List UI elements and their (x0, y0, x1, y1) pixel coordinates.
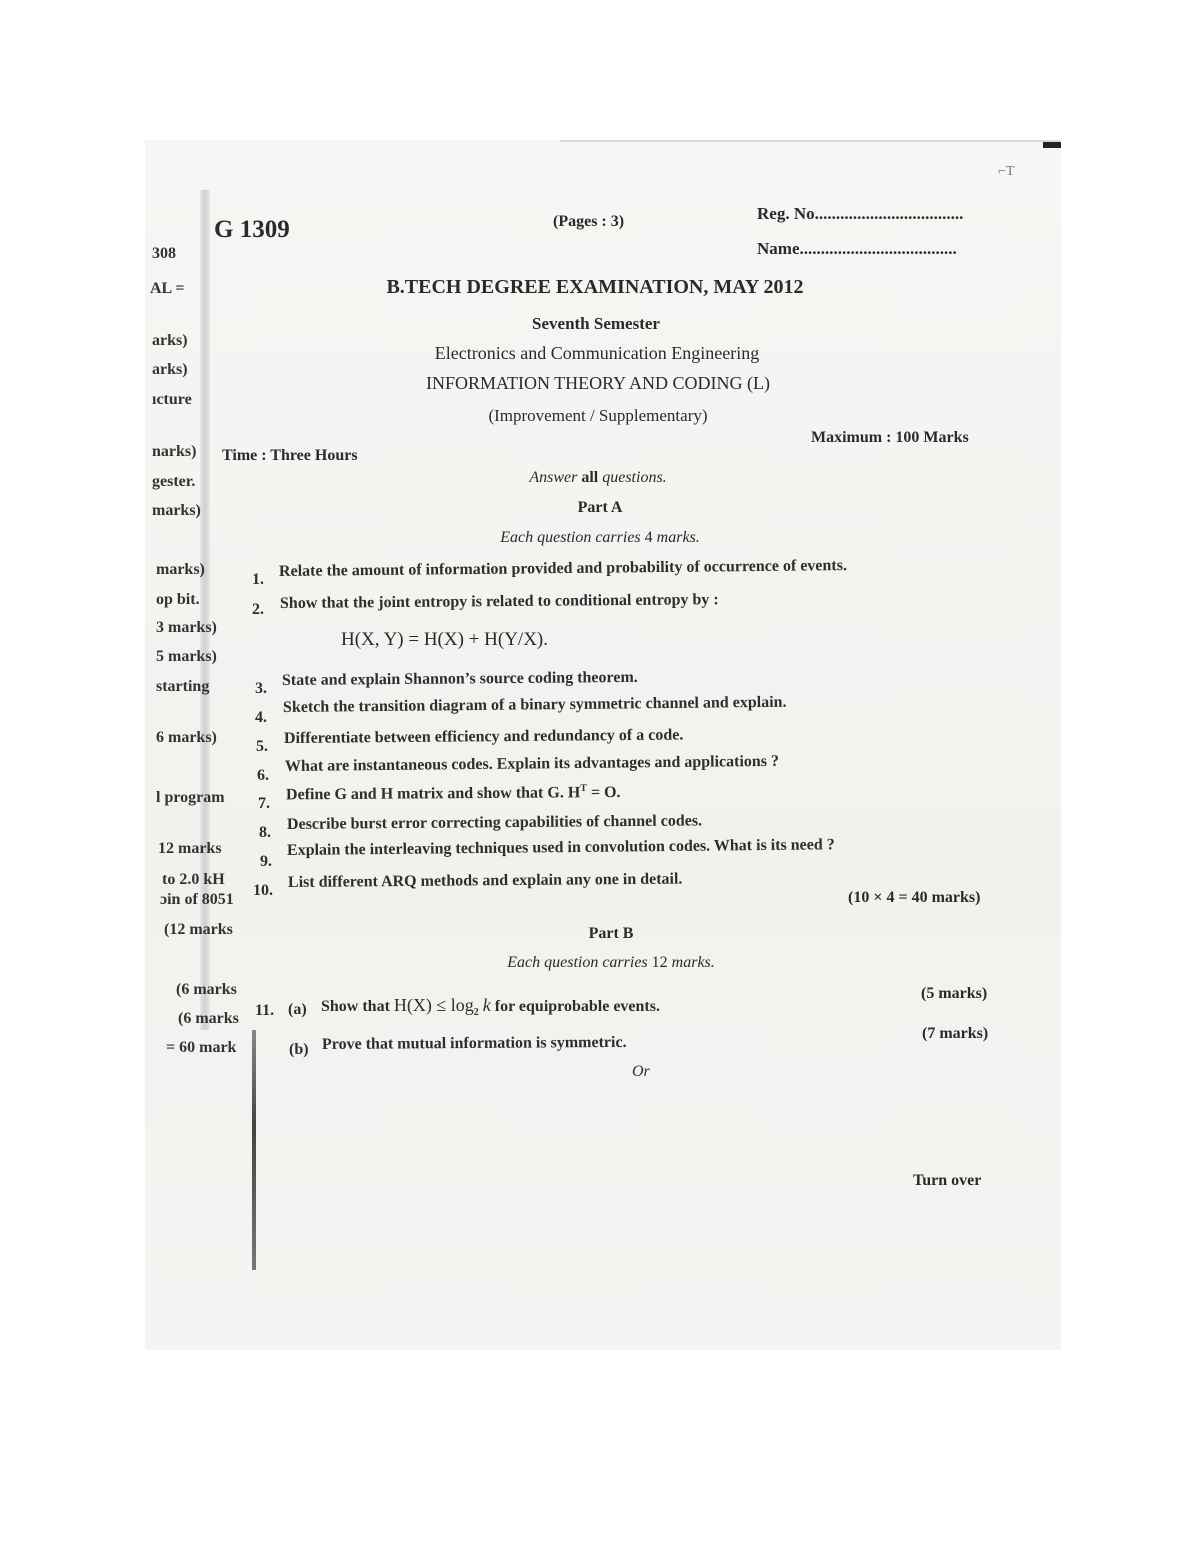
question-number: 6. (257, 767, 269, 784)
margin-fragment: marks) (152, 502, 201, 519)
question-text: State and explain Shannon’s source coding theorem. (281, 668, 638, 689)
scan-corner-mark (1043, 142, 1061, 148)
semester: Seventh Semester (532, 314, 660, 333)
question-text: Differentiate between efficiency and redundancy of a code. (283, 726, 684, 747)
question-text: Relate the amount of information provided and probability of occurrence of events. (278, 557, 848, 580)
subquestion-label: (b) (289, 1041, 309, 1058)
margin-fragment: 12 marks (158, 840, 222, 857)
reg-no-field: Reg. No................................... (757, 204, 964, 223)
time-allowed: Time : Three Hours (222, 447, 358, 464)
question-number: 4. (255, 709, 267, 726)
question-text: Explain the interleaving techniques used in convolution codes. What is its need ? (286, 836, 835, 859)
margin-fragment: (6 marks (176, 981, 237, 998)
margin-fragment: (12 marks (164, 921, 233, 938)
margin-fragment: ıcture (152, 391, 192, 408)
question-text: Show that $H(X) \le \log_2 k$ for equiprobable events. (321, 995, 660, 1019)
question-text: What are instantaneous codes. Explain its advantages and applications ? (284, 752, 780, 775)
paper-code: G 1309 (214, 216, 290, 243)
question-number: 1. (252, 571, 264, 588)
exam-type: (Improvement / Supplementary) (488, 406, 708, 425)
exam-title: B.TECH DEGREE EXAMINATION, MAY 2012 (386, 276, 804, 298)
maximum-marks: Maximum : 100 Marks (811, 429, 969, 446)
part-a-total: (10 × 4 = 40 marks) (848, 889, 981, 906)
binding-edge-line (252, 1030, 256, 1270)
question-number: 9. (260, 853, 272, 870)
margin-fragment: arks) (152, 361, 188, 378)
margin-fragment: 5 marks) (156, 648, 217, 665)
margin-fragment: narks) (152, 443, 197, 460)
question-number: 8. (259, 824, 271, 841)
name-field: Name..................................... (757, 239, 957, 258)
question-text: Describe burst error correcting capabilities of channel codes. (286, 812, 703, 833)
question-number: 11. (255, 1002, 275, 1019)
margin-fragment: ɔin of 8051 (160, 891, 234, 908)
margin-fragment: op bit. (156, 591, 200, 608)
marks-label: (5 marks) (921, 985, 988, 1002)
general-instruction: Answer all questions. (529, 469, 667, 486)
scan-top-edge (560, 140, 1060, 142)
subquestion-label: (a) (288, 1001, 307, 1018)
margin-fragment: 308 (152, 245, 176, 262)
question-number: 5. (256, 738, 268, 755)
branch: Electronics and Communication Engineering (434, 343, 760, 363)
question-text: Prove that mutual information is symmetric. (321, 1033, 627, 1053)
question-text: Define G and H matrix and show that G. $H^T = O$. (285, 782, 621, 804)
question-number: 7. (258, 795, 270, 812)
part-b-note: Each question carries 12 marks. (507, 954, 715, 971)
part-b-heading: Part B (588, 925, 634, 942)
question-number: 2. (252, 601, 264, 618)
margin-fragment: to 2.0 kH (162, 871, 225, 888)
entropy-formula: H(X, Y) = H(X) + H(Y/X). (341, 629, 548, 650)
marks-label: (7 marks) (922, 1025, 989, 1042)
question-text: Show that the joint entropy is related to conditional entropy by : (279, 591, 719, 612)
part-a-heading: Part A (577, 499, 623, 516)
margin-fragment: (6 marks (178, 1010, 239, 1027)
turn-over: Turn over (913, 1172, 982, 1189)
question-text: List different ARQ methods and explain any one in detail. (287, 870, 683, 891)
question-number: 10. (253, 882, 273, 899)
question-text: Sketch the transition diagram of a binary symmetric channel and explain. (282, 693, 787, 716)
subject: INFORMATION THEORY AND CODING (L) (426, 373, 770, 393)
margin-fragment: AL = (150, 280, 185, 297)
question-number: 3. (255, 680, 267, 697)
or-separator: Or (632, 1063, 650, 1080)
margin-fragment: marks) (156, 561, 205, 578)
margin-fragment: arks) (152, 332, 188, 349)
margin-fragment: 6 marks) (156, 729, 217, 746)
margin-fragment: 3 marks) (156, 619, 217, 636)
margin-fragment: starting (156, 678, 210, 695)
corner-scribble: ⌐T (998, 164, 1015, 179)
margin-fragment: l program (156, 789, 225, 806)
margin-fragment: gester. (152, 473, 196, 490)
pages-count: (Pages : 3) (553, 213, 625, 230)
margin-fragment: = 60 mark (166, 1039, 237, 1056)
part-a-note: Each question carries 4 marks. (500, 529, 700, 546)
